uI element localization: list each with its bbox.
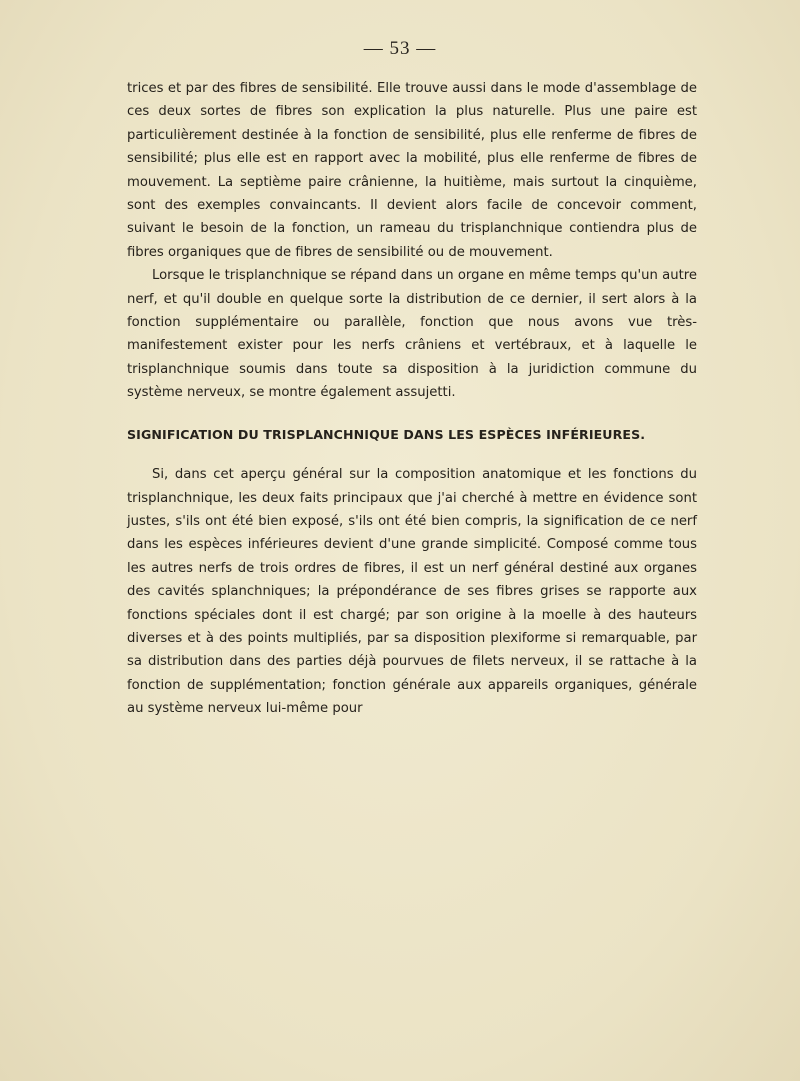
- page-number: — 53 —: [363, 38, 437, 59]
- section-heading: SIGNIFICATION DU TRISPLANCHNIQUE DANS LES ESPÈCES INFÉRIEURES.: [127, 426, 646, 442]
- body-text: [127, 77, 697, 721]
- paragraph-3: Si, dans cet aperçu général sur la composition anatomique et les fonctions du trisplanchnique, les deux faits principaux que j'ai cherché à mettre en évidence sont justes, s'ils ont été bien exposé, s'ils ont été bien compris, la signification de ce nerf dans les espèces inférieures devient d'une grande simplicité. Composé comme tous les autres nerfs de trois ordres de fibres, il est un nerf général destiné aux organes des cavités splanchniques; la prépondérance de ses fibres grises se rapporte aux fonctions spéciales dont il est chargé; par son origine à la moelle à des hauteurs diverses et à des points multipliés, par sa disposition plexiforme si remarquable, par sa distribution dans des parties déjà pourvues de filets nerveux, il se rattache à la fonction de supplémentation; fonction générale aux appareils organiques, générale au système nerveux lui-même pour: [127, 467, 697, 717]
- paragraph-2: Lorsque le trisplanchnique se répand dans un organe en même temps qu'un autre nerf, et qu'il double en quelque sorte la distribution de ce dernier, il sert alors à la fonction supplémentaire ou parallèle, fonction que nous avons vue très-manifestement exister pour les nerfs crâniens et vertébraux, et à laquelle le trisplanchnique soumis dans toute sa disposition à la juridiction commune du système nerveux, se montre également assujetti.: [127, 268, 697, 401]
- paragraph-1: trices et par des fibres de sensibilité. Elle trouve aussi dans le mode d'assemblage de ces deux sortes de fibres son explication la plus naturelle. Plus une paire est particulièrement destinée à la fonction de sensibilité, plus elle renferme de fibres de sensibilité; plus elle est en rapport avec la mobilité, plus elle renferme de fibres de mouvement. La septième paire crânienne, la huitième, mais surtout la cinquième, sont des exemples convaincants. Il devient alors facile de concevoir comment, suivant le besoin de la fonction, un rameau du trisplanchnique contiendra plus de fibres organiques que de fibres de sensibilité ou de mouvement.: [127, 81, 697, 260]
